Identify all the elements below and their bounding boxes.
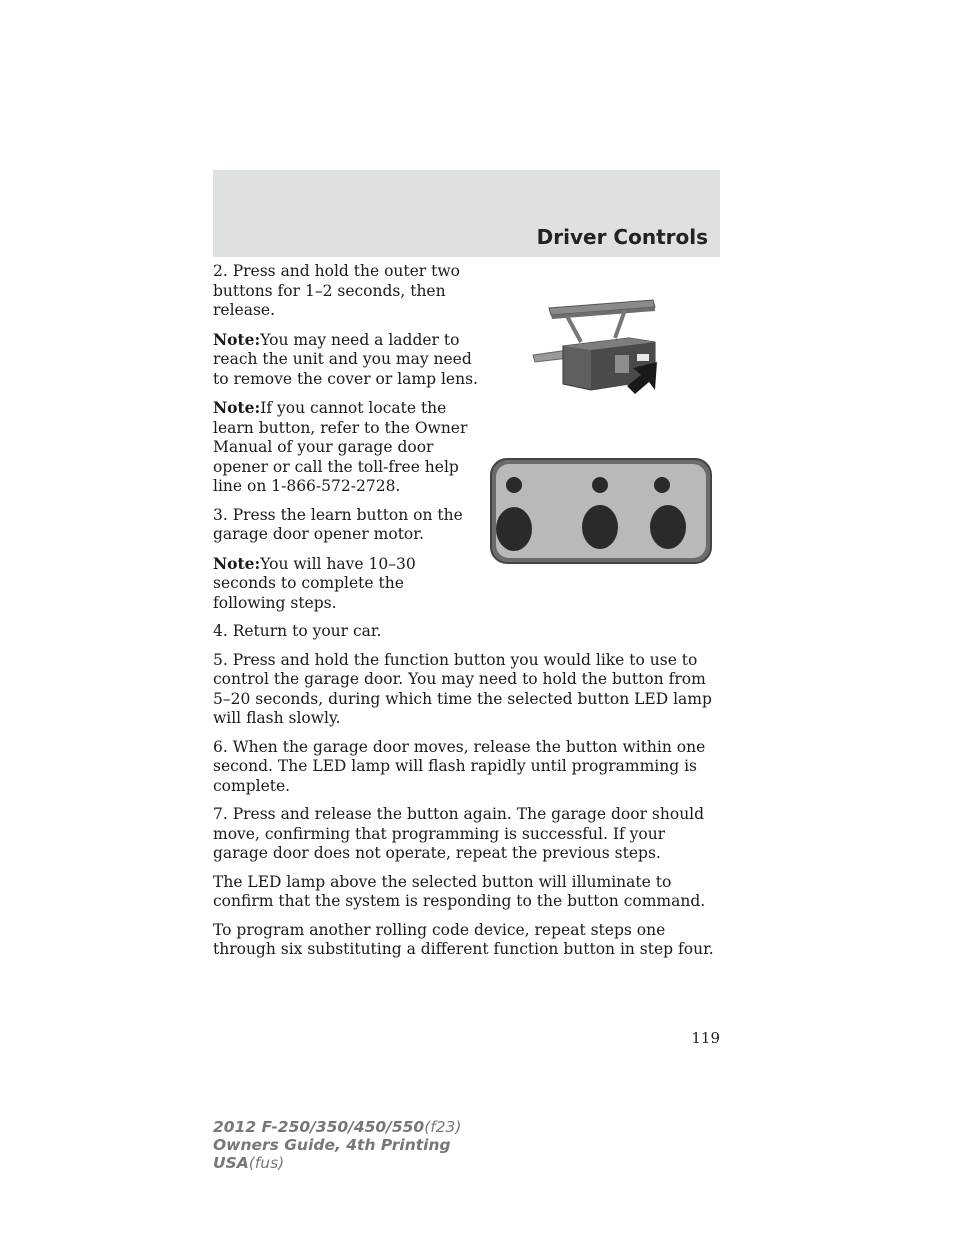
note-label: Note: [213, 553, 261, 573]
footer-code: (f23) [424, 1118, 462, 1136]
footer-region-code: (fus) [248, 1154, 285, 1172]
footer-line-2: Owners Guide, 4th Printing [213, 1136, 451, 1154]
step-4: 4. Return to your car. [213, 622, 382, 640]
led-paragraph: The LED lamp above the selected button will illuminate to confirm that the system is responding to the button command. [213, 872, 706, 910]
body-text [213, 262, 720, 969]
footer-line-1 [213, 1118, 461, 1136]
step-3: 3. Press the learn button on the garage door opener motor. [213, 505, 463, 543]
header-band [213, 170, 720, 257]
note-label: Note: [213, 329, 261, 349]
note-text: If you cannot locate the learn button, refer to the Owner Manual of your garage door opener or call the toll-free help line on 1-866-572-2728. [213, 399, 468, 495]
note-text: You may need a ladder to reach the unit and you may need to remove the cover or lamp lens. [213, 330, 478, 388]
footer [213, 1118, 461, 1172]
note-time [213, 554, 478, 614]
step-6: 6. When the garage door moves, release the button within one second. The LED lamp will flash rapidly until programming is complete. [213, 737, 706, 795]
step-2: 2. Press and hold the outer two buttons for 1–2 seconds, then release. [213, 262, 460, 319]
footer-model: 2012 F-250/350/450/550 [213, 1118, 425, 1136]
note-learn-button [213, 398, 478, 497]
page-number: 119 [691, 1029, 720, 1047]
note-label: Note: [213, 398, 261, 417]
step-5: 5. Press and hold the function button you would like to use to control the garage door. You may need to hold the button from 5–20 seconds, during which time the selected button LED lamp will flash slowly. [213, 650, 712, 727]
footer-region: USA [213, 1154, 249, 1172]
section-title: Driver Controls [536, 225, 708, 249]
footer-line-3 [213, 1154, 461, 1172]
repeat-paragraph: To program another rolling code device, repeat steps one through six substituting a different function button in step four. [213, 920, 714, 958]
step-7: 7. Press and release the button again. The garage door should move, confirming that programming is successful. If your garage door does not operate, repeat the previous steps. [213, 805, 705, 862]
note-text: You will have 10–30 seconds to complete the following steps. [213, 554, 416, 612]
note-ladder [213, 330, 478, 390]
